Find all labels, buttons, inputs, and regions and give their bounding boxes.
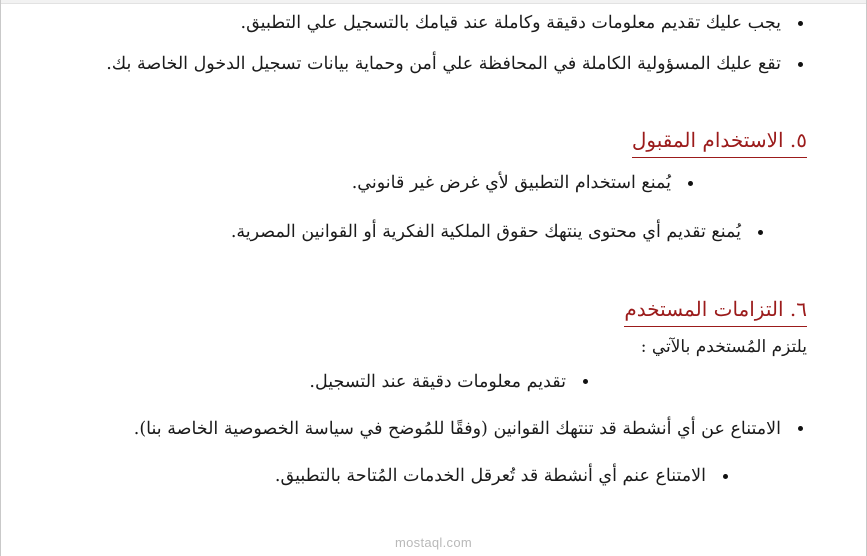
list-item-text: يُمنع استخدام التطبيق لأي غرض غير قانوني. [351, 173, 671, 194]
section-5-bullet-list [60, 170, 807, 246]
section-6-bullet-list [60, 369, 807, 490]
section-6-intro: يلتزم المُستخدم بالآتي : [640, 336, 807, 357]
list-item-text: يُمنع تقديم أي محتوى ينتهك حقوق الملكية الفكرية أو القوانين المصرية. [230, 222, 741, 243]
section-spacer [60, 92, 807, 126]
watermark-text: mostaql.com [395, 535, 472, 550]
list-item-text: تقديم معلومات دقيقة عند التسجيل. [309, 371, 566, 392]
section-spacer [60, 261, 807, 295]
bullet-dot-icon [798, 426, 803, 431]
list-item [60, 416, 807, 443]
section-heading-row-5 [60, 126, 807, 158]
bullet-dot-icon [688, 181, 693, 186]
heading-spacer [60, 158, 807, 170]
section-heading-5: ٥. الاستخدام المقبول [632, 126, 807, 158]
bullet-dot-icon [798, 62, 803, 67]
bullet-dot-icon [723, 474, 728, 479]
top-bullet-list [60, 10, 807, 78]
list-item [60, 463, 732, 490]
list-item [60, 369, 592, 396]
bullet-dot-icon [798, 21, 803, 26]
section-heading-6: ٦. التزامات المستخدم [624, 295, 807, 327]
bullet-dot-icon [758, 230, 763, 235]
list-item [60, 51, 807, 78]
list-item-text: الامتناع عن أي أنشطة قد تنتهك القوانين (وفقًا للمُوضح في سياسة الخصوصية الخاصة بنا). [133, 418, 781, 439]
section-heading-row-6 [60, 295, 807, 327]
list-item-text: تقع عليك المسؤولية الكاملة في المحافظة علي أمن وحماية بيانات تسجيل الدخول الخاصة بك. [106, 54, 781, 75]
list-item-text: يجب عليك تقديم معلومات دقيقة وكاملة عند قيامك بالتسجيل علي التطبيق. [240, 13, 781, 33]
list-item [60, 10, 807, 37]
list-item-text: الامتناع عنم أي أنشطة قد تُعرقل الخدمات المُتاحة بالتطبيق. [274, 465, 706, 486]
list-item [60, 170, 697, 197]
list-item [60, 219, 767, 246]
bullet-dot-icon [583, 379, 588, 384]
